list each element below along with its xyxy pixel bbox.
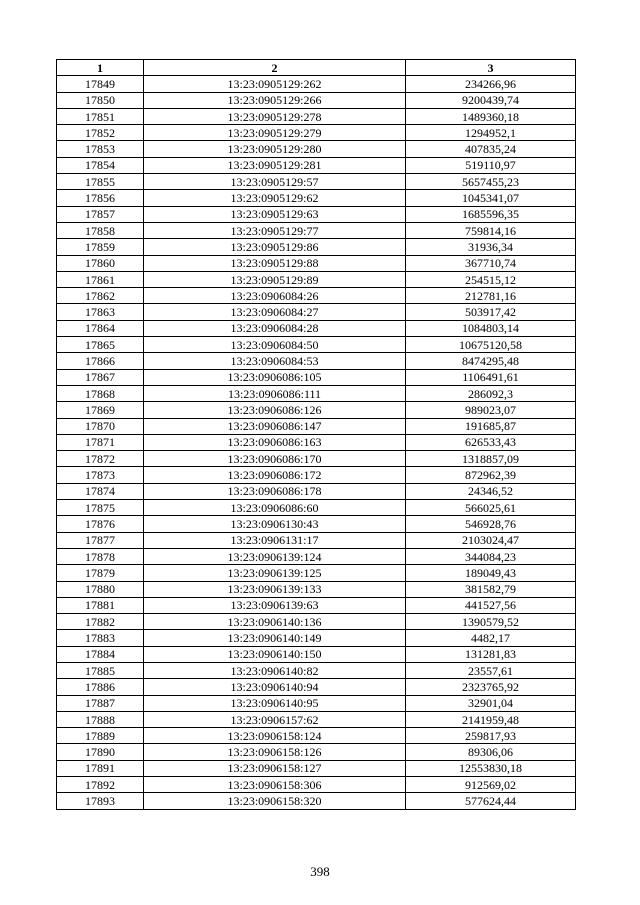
row-number-cell: 17872 (57, 451, 144, 467)
cadastral-number-cell: 13:23:0906139:124 (144, 548, 406, 564)
table-row (57, 467, 576, 483)
value-cell: 8474295,48 (406, 353, 576, 369)
value-cell: 989023,07 (406, 402, 576, 418)
table-row (57, 483, 576, 499)
table-row (57, 108, 576, 124)
cadastral-number-cell: 13:23:0905129:86 (144, 239, 406, 255)
row-number-cell: 17850 (57, 92, 144, 108)
row-number-cell: 17876 (57, 516, 144, 532)
cadastral-number-cell: 13:23:0906158:126 (144, 744, 406, 760)
table-row (57, 255, 576, 271)
table-row (57, 337, 576, 353)
cadastral-number-cell: 13:23:0905129:62 (144, 190, 406, 206)
row-number-cell: 17866 (57, 353, 144, 369)
row-number-cell: 17857 (57, 206, 144, 222)
cadastral-number-cell: 13:23:0906086:178 (144, 483, 406, 499)
value-cell: 2323765,92 (406, 679, 576, 695)
row-number-cell: 17865 (57, 337, 144, 353)
cadastral-number-cell: 13:23:0906158:127 (144, 760, 406, 776)
row-number-cell: 17891 (57, 760, 144, 776)
value-cell: 503917,42 (406, 304, 576, 320)
table-row (57, 402, 576, 418)
cadastral-number-cell: 13:23:0905129:88 (144, 255, 406, 271)
value-cell: 212781,16 (406, 288, 576, 304)
row-number-cell: 17862 (57, 288, 144, 304)
value-cell: 912569,02 (406, 777, 576, 793)
cadastral-number-cell: 13:23:0906086:60 (144, 500, 406, 516)
cadastral-number-cell: 13:23:0906139:63 (144, 597, 406, 613)
cadastral-number-cell: 13:23:0906086:105 (144, 369, 406, 385)
cadastral-number-cell: 13:23:0906158:306 (144, 777, 406, 793)
row-number-cell: 17888 (57, 711, 144, 727)
cadastral-number-cell: 13:23:0906157:62 (144, 711, 406, 727)
row-number-cell: 17852 (57, 125, 144, 141)
table-row (57, 711, 576, 727)
cadastral-number-cell: 13:23:0906086:126 (144, 402, 406, 418)
row-number-cell: 17887 (57, 695, 144, 711)
value-cell: 566025,61 (406, 500, 576, 516)
table-row (57, 532, 576, 548)
cadastral-number-cell: 13:23:0905129:278 (144, 108, 406, 124)
value-cell: 1106491,61 (406, 369, 576, 385)
table-row (57, 581, 576, 597)
row-number-cell: 17867 (57, 369, 144, 385)
header-col-3: 3 (406, 60, 576, 76)
row-number-cell: 17861 (57, 271, 144, 287)
value-cell: 1489360,18 (406, 108, 576, 124)
row-number-cell: 17890 (57, 744, 144, 760)
cadastral-number-cell: 13:23:0906086:172 (144, 467, 406, 483)
table-row (57, 597, 576, 613)
value-cell: 31936,34 (406, 239, 576, 255)
value-cell: 1318857,09 (406, 451, 576, 467)
cadastral-number-cell: 13:23:0905129:57 (144, 174, 406, 190)
table-row (57, 565, 576, 581)
cadastral-number-cell: 13:23:0906139:125 (144, 565, 406, 581)
table-row (57, 157, 576, 173)
value-cell: 626533,43 (406, 434, 576, 450)
value-cell: 2141959,48 (406, 711, 576, 727)
row-number-cell: 17892 (57, 777, 144, 793)
cadastral-number-cell: 13:23:0906140:82 (144, 662, 406, 678)
row-number-cell: 17883 (57, 630, 144, 646)
value-cell: 407835,24 (406, 141, 576, 157)
data-table (56, 59, 576, 810)
value-cell: 32901,04 (406, 695, 576, 711)
row-number-cell: 17864 (57, 320, 144, 336)
cadastral-number-cell: 13:23:0906084:28 (144, 320, 406, 336)
value-cell: 131281,83 (406, 646, 576, 662)
value-cell: 286092,3 (406, 385, 576, 401)
value-cell: 519110,97 (406, 157, 576, 173)
row-number-cell: 17874 (57, 483, 144, 499)
cadastral-number-cell: 13:23:0905129:281 (144, 157, 406, 173)
table-row (57, 760, 576, 776)
value-cell: 367710,74 (406, 255, 576, 271)
cadastral-number-cell: 13:23:0906140:136 (144, 614, 406, 630)
value-cell: 759814,16 (406, 222, 576, 238)
cadastral-number-cell: 13:23:0906140:95 (144, 695, 406, 711)
value-cell: 254515,12 (406, 271, 576, 287)
cadastral-number-cell: 13:23:0906086:111 (144, 385, 406, 401)
row-number-cell: 17882 (57, 614, 144, 630)
cadastral-number-cell: 13:23:0906086:170 (144, 451, 406, 467)
table-row (57, 239, 576, 255)
cadastral-number-cell: 13:23:0906084:26 (144, 288, 406, 304)
row-number-cell: 17869 (57, 402, 144, 418)
row-number-cell: 17889 (57, 728, 144, 744)
table-row (57, 451, 576, 467)
value-cell: 344084,23 (406, 548, 576, 564)
cadastral-number-cell: 13:23:0905129:89 (144, 271, 406, 287)
cadastral-number-cell: 13:23:0905129:77 (144, 222, 406, 238)
table-row (57, 614, 576, 630)
value-cell: 191685,87 (406, 418, 576, 434)
table-row (57, 516, 576, 532)
table-row (57, 174, 576, 190)
cadastral-number-cell: 13:23:0906131:17 (144, 532, 406, 548)
table-row (57, 679, 576, 695)
row-number-cell: 17859 (57, 239, 144, 255)
table-row (57, 500, 576, 516)
table-row (57, 141, 576, 157)
value-cell: 1084803,14 (406, 320, 576, 336)
table-row (57, 744, 576, 760)
value-cell: 4482,17 (406, 630, 576, 646)
table-row (57, 793, 576, 809)
row-number-cell: 17868 (57, 385, 144, 401)
row-number-cell: 17875 (57, 500, 144, 516)
value-cell: 441527,56 (406, 597, 576, 613)
table-row (57, 76, 576, 92)
table-row (57, 777, 576, 793)
value-cell: 259817,93 (406, 728, 576, 744)
cadastral-number-cell: 13:23:0906158:320 (144, 793, 406, 809)
header-col-1: 1 (57, 60, 144, 76)
row-number-cell: 17871 (57, 434, 144, 450)
cadastral-number-cell: 13:23:0905129:63 (144, 206, 406, 222)
row-number-cell: 17884 (57, 646, 144, 662)
table-row (57, 728, 576, 744)
row-number-cell: 17885 (57, 662, 144, 678)
table-row (57, 320, 576, 336)
row-number-cell: 17853 (57, 141, 144, 157)
table-row (57, 418, 576, 434)
row-number-cell: 17879 (57, 565, 144, 581)
value-cell: 872962,39 (406, 467, 576, 483)
value-cell: 12553830,18 (406, 760, 576, 776)
value-cell: 89306,06 (406, 744, 576, 760)
table-row (57, 630, 576, 646)
value-cell: 1390579,52 (406, 614, 576, 630)
cadastral-number-cell: 13:23:0905129:262 (144, 76, 406, 92)
row-number-cell: 17878 (57, 548, 144, 564)
value-cell: 1045341,07 (406, 190, 576, 206)
table-row (57, 125, 576, 141)
table-row (57, 548, 576, 564)
row-number-cell: 17858 (57, 222, 144, 238)
cadastral-number-cell: 13:23:0905129:279 (144, 125, 406, 141)
row-number-cell: 17870 (57, 418, 144, 434)
table-row (57, 92, 576, 108)
table-row (57, 369, 576, 385)
table-body (57, 76, 576, 809)
row-number-cell: 17854 (57, 157, 144, 173)
table-header (57, 60, 576, 76)
value-cell: 577624,44 (406, 793, 576, 809)
table-row (57, 353, 576, 369)
value-cell: 381582,79 (406, 581, 576, 597)
table-row (57, 222, 576, 238)
page-number: 398 (310, 864, 330, 879)
table-row (57, 434, 576, 450)
table-row (57, 304, 576, 320)
table-row (57, 206, 576, 222)
cadastral-number-cell: 13:23:0906140:149 (144, 630, 406, 646)
cadastral-number-cell: 13:23:0905129:266 (144, 92, 406, 108)
table-row (57, 646, 576, 662)
value-cell: 9200439,74 (406, 92, 576, 108)
value-cell: 23557,61 (406, 662, 576, 678)
cadastral-number-cell: 13:23:0906158:124 (144, 728, 406, 744)
cadastral-number-cell: 13:23:0906140:150 (144, 646, 406, 662)
row-number-cell: 17881 (57, 597, 144, 613)
row-number-cell: 17863 (57, 304, 144, 320)
row-number-cell: 17886 (57, 679, 144, 695)
header-col-2: 2 (144, 60, 406, 76)
value-cell: 5657455,23 (406, 174, 576, 190)
cadastral-number-cell: 13:23:0906140:94 (144, 679, 406, 695)
cadastral-number-cell: 13:23:0906084:27 (144, 304, 406, 320)
cadastral-number-cell: 13:23:0906086:163 (144, 434, 406, 450)
value-cell: 10675120,58 (406, 337, 576, 353)
value-cell: 1685596,35 (406, 206, 576, 222)
row-number-cell: 17851 (57, 108, 144, 124)
value-cell: 234266,96 (406, 76, 576, 92)
row-number-cell: 17849 (57, 76, 144, 92)
row-number-cell: 17893 (57, 793, 144, 809)
table-row (57, 190, 576, 206)
value-cell: 189049,43 (406, 565, 576, 581)
cadastral-number-cell: 13:23:0905129:280 (144, 141, 406, 157)
value-cell: 546928,76 (406, 516, 576, 532)
value-cell: 24346,52 (406, 483, 576, 499)
row-number-cell: 17856 (57, 190, 144, 206)
table-row (57, 271, 576, 287)
cadastral-number-cell: 13:23:0906139:133 (144, 581, 406, 597)
cadastral-number-cell: 13:23:0906086:147 (144, 418, 406, 434)
row-number-cell: 17860 (57, 255, 144, 271)
row-number-cell: 17880 (57, 581, 144, 597)
header-row (57, 60, 576, 76)
table-row (57, 662, 576, 678)
table-row (57, 385, 576, 401)
cadastral-number-cell: 13:23:0906084:50 (144, 337, 406, 353)
table-row (57, 288, 576, 304)
table-row (57, 695, 576, 711)
row-number-cell: 17873 (57, 467, 144, 483)
cadastral-number-cell: 13:23:0906130:43 (144, 516, 406, 532)
row-number-cell: 17855 (57, 174, 144, 190)
row-number-cell: 17877 (57, 532, 144, 548)
value-cell: 2103024,47 (406, 532, 576, 548)
value-cell: 1294952,1 (406, 125, 576, 141)
cadastral-number-cell: 13:23:0906084:53 (144, 353, 406, 369)
